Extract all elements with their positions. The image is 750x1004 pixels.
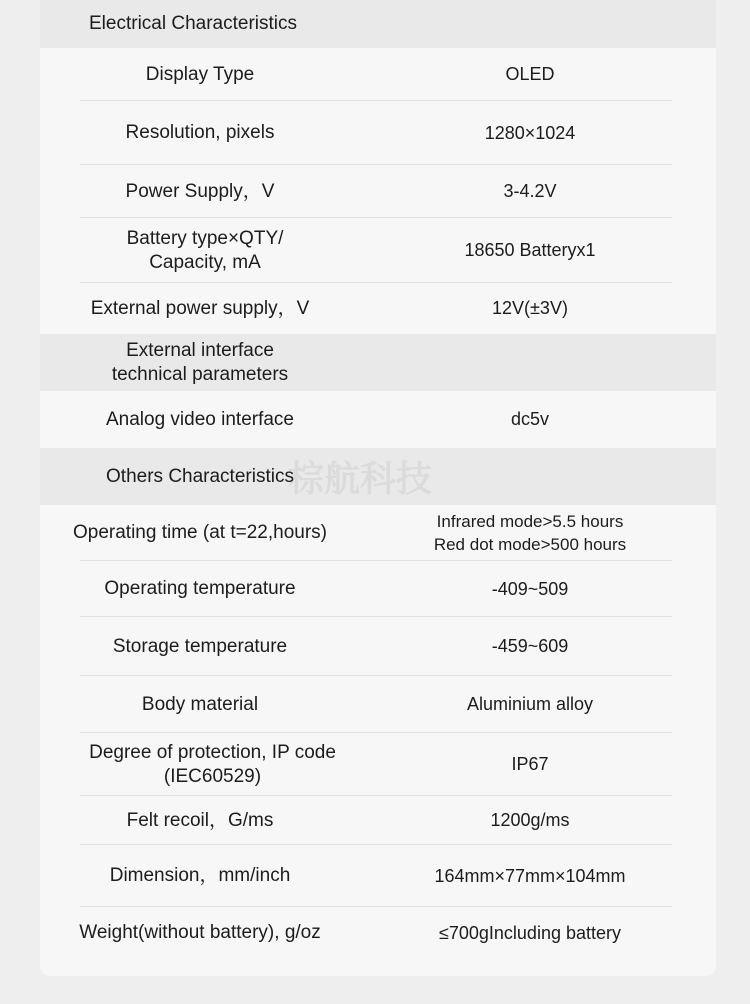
row-label: Operating time (at t=22,hours): [73, 522, 327, 543]
section-title: Others Characteristics: [106, 465, 294, 487]
row-value: IP67: [511, 754, 549, 774]
table-row: [40, 218, 716, 283]
row-label: Analog video interface: [105, 408, 294, 430]
table-row: [40, 283, 716, 334]
row-label: Resolution, pixels: [125, 122, 275, 143]
table-row: [40, 796, 716, 845]
row-label: External power supply，V: [90, 297, 310, 319]
spec-card: [40, 0, 716, 976]
row-label: Dimension，mm/inch: [109, 865, 291, 886]
row-value: 18650 Batteryx1: [464, 240, 596, 260]
row-label: Body material: [141, 693, 259, 715]
row-value: Infrared mode>5.5 hours Red dot mode>500 hours: [433, 512, 627, 554]
row-label: Operating temperature: [104, 578, 296, 599]
table-row: [40, 505, 716, 561]
section-title: Electrical Characteristics: [89, 13, 297, 34]
table-row: [40, 101, 716, 165]
row-label: Storage temperature: [112, 635, 288, 657]
row-label: Display Type: [145, 63, 255, 85]
row-label: Battery type×QTY/ Capacity, mA: [126, 227, 284, 273]
row-value: OLED: [505, 64, 555, 84]
table-row: [40, 676, 716, 733]
table-row: [40, 617, 716, 676]
row-value: 3-4.2V: [503, 181, 557, 201]
section-header-external-interface: [40, 334, 716, 391]
section-title: External interface technical parameters: [111, 339, 289, 385]
row-value: 1200g/ms: [490, 810, 570, 830]
row-label: Weight(without battery), g/oz: [79, 922, 321, 943]
row-value: 164mm×77mm×104mm: [434, 865, 626, 886]
row-value: 12V(±3V): [492, 298, 568, 318]
row-value: 1280×1024: [484, 122, 576, 143]
section-header-others: [40, 448, 716, 505]
table-row: [40, 733, 716, 796]
row-value: dc5v: [510, 409, 550, 429]
table-row: [40, 391, 716, 448]
row-value: -459~609: [491, 636, 569, 656]
row-label: Power Supply，V: [125, 180, 275, 202]
table-row: [40, 561, 716, 617]
row-value: -409~509: [491, 578, 569, 599]
table-row: [40, 845, 716, 907]
table-row: [40, 48, 716, 101]
row-value: Aluminium alloy: [466, 694, 594, 714]
row-value: ≤700gIncluding battery: [438, 922, 621, 943]
table-row: [40, 165, 716, 218]
section-header-electrical: [40, 0, 716, 48]
row-label: Felt recoil，G/ms: [126, 809, 274, 831]
row-label: Degree of protection, IP code (IEC60529): [89, 741, 336, 787]
table-row: [40, 907, 716, 959]
